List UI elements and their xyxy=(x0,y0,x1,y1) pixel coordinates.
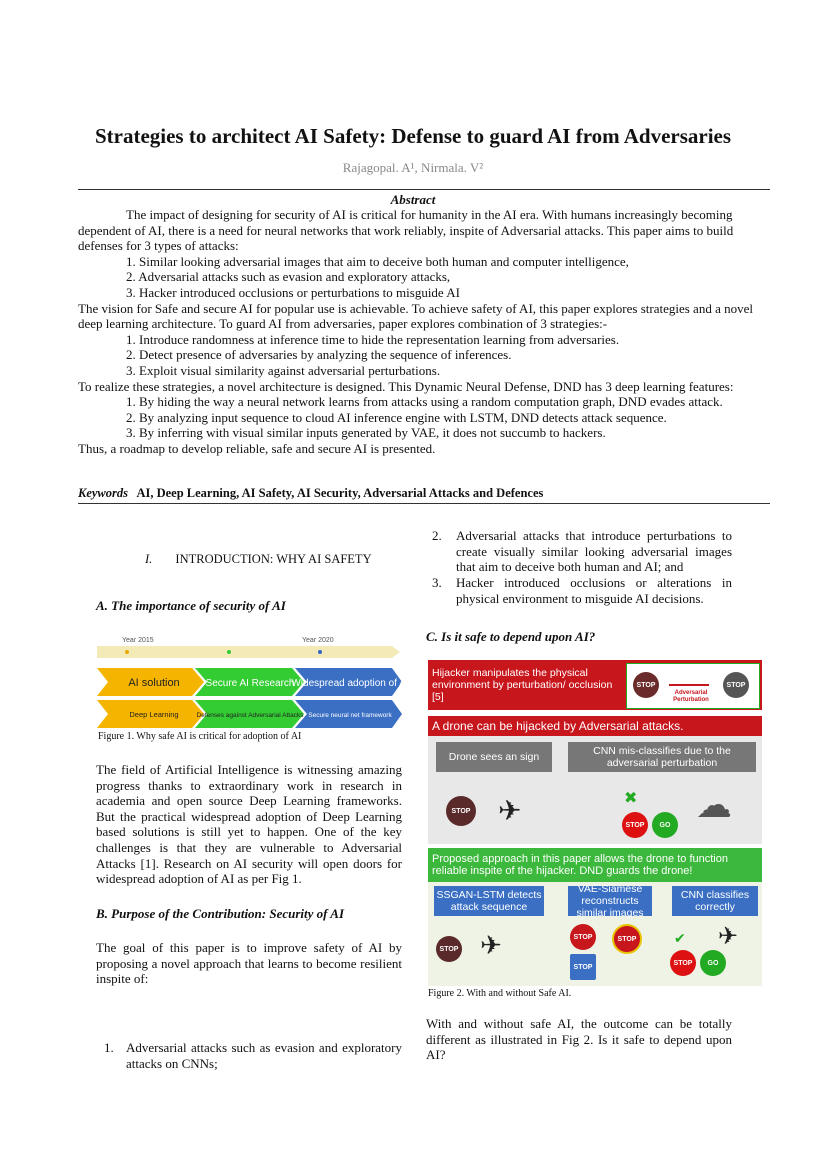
fig2-x-icon: ✖ xyxy=(624,790,638,807)
abstract-attack-2: 2. Adversarial attacks such as evasion and exploratory attacks, xyxy=(126,269,451,285)
figure-1 xyxy=(92,630,404,740)
list-item-3: Hacker introduced occlusions or alterations in physical environment to misguide AI decisions. xyxy=(456,575,732,606)
fig1-year-2020: Year 2020 xyxy=(302,637,334,644)
abstract-vision: The vision for Safe and secure AI for popular use is achievable. To achieve safety of AI, this paper explores strategies and a novel deep learning architecture. To guard AI from adversaries, paper explores combination of 3 strategies:- xyxy=(78,300,753,332)
fig2-go-icon: GO xyxy=(652,812,678,838)
list-number-3: 3. xyxy=(432,575,442,590)
abstract-strategy-2: 2. Detect presence of adversaries by analyzing the sequence of inferences. xyxy=(126,347,512,363)
abstract-body xyxy=(78,207,770,457)
fig1-year-2015: Year 2015 xyxy=(122,637,154,644)
abstract-feature-3: 3. By inferring with visual similar inputs generated by VAE, it does not succumb to hackers. xyxy=(126,425,606,441)
fig2-red-stop-icon: STOP xyxy=(622,812,648,838)
fig2-step-vae: VAE-Siamese reconstructs similar images xyxy=(568,886,652,916)
fig2-hijack-stop-icon: STOP xyxy=(446,796,476,826)
subsection-a: A. The importance of security of AI xyxy=(96,598,286,613)
fig2-check-icon: ✔ xyxy=(674,930,686,946)
fig2-final-go-icon: GO xyxy=(700,950,726,976)
abstract-attack-3: 3. Hacker introduced occlusions or perturbations to misguide AI xyxy=(126,284,460,300)
fig2-drone-hijack-banner: A drone can be hijacked by Adversarial attacks. xyxy=(428,716,762,736)
abstract-feature-2: 2. By analyzing input sequence to cloud AI inference engine with LSTM, DND detects attack sequence. xyxy=(126,409,667,425)
fig1-label-defenses: Defenses against Adversarial Attacks xyxy=(196,712,304,719)
abstract-realize: To realize these strategies, a novel architecture is designed. This Dynamic Neural Defense, DND has 3 deep learning features: xyxy=(78,378,734,394)
fig2-final-stop-icon: STOP xyxy=(670,950,696,976)
fig2-hijacker-text: Hijacker manipulates the physical environment by perturbation/ occlusion [5] xyxy=(432,667,613,703)
keywords xyxy=(78,486,543,501)
list-number-1: 1. xyxy=(104,1040,114,1055)
fig1-dot-2 xyxy=(227,650,231,654)
fig2-perturbation-panel xyxy=(626,663,760,709)
fig2-drone-icon: ✈ xyxy=(498,795,522,826)
abstract-intro: The impact of designing for security of AI is critical for humanity in the AI era. With humans increasingly becoming dependent of AI, there is a need for neural networks that work reliably, inspite of Adversarial attacks. This paper aims to build defenses for 3 types of attacks: xyxy=(78,207,734,254)
section-number: I. xyxy=(145,552,153,566)
keywords-text: AI, Deep Learning, AI Safety, AI Security, Adversarial Attacks and Defences xyxy=(136,486,544,500)
abstract-feature-1: 1. By hiding the way a neural network learns from attacks using a random computation graph, DND evades attack. xyxy=(126,394,723,410)
keywords-label: Keywords xyxy=(78,486,128,500)
fig2-reconstructed-stop-3: STOP xyxy=(570,954,596,980)
abstract-attack-1: 1. Similar looking adversarial images that aim to deceive both human and computer intelligence, xyxy=(126,253,629,269)
list-item-1: Adversarial attacks such as evasion and exploratory attacks on CNNs; xyxy=(126,1040,402,1071)
intro-paragraph: The field of Artificial Intelligence is witnessing amazing progress thanks to extraordinary work in research in academia and open source Deep Learning frameworks. But the practical widespread adoption of Deep Learning based solutions is still yet to happen. One of the key challenges is that they are vulnerable to Adversarial Attacks [1]. Research on AI security will open doors for widespread adoption of AI as per Fig 1. xyxy=(96,762,402,887)
figure-2 xyxy=(428,660,762,986)
fig2-arrow-icon xyxy=(669,684,709,686)
paper-title: Strategies to architect AI Safety: Defense to guard AI from Adversaries xyxy=(94,124,732,148)
fig2-step-cnn: CNN classifies correctly xyxy=(672,886,758,916)
fig1-dot-1 xyxy=(125,650,129,654)
fig2-safe-drone-icon: ✈ xyxy=(718,923,739,950)
fig1-dot-3 xyxy=(318,650,322,654)
fig2-stop-sign-icon: STOP xyxy=(633,672,659,698)
figure-2-caption: Figure 2. With and without Safe AI. xyxy=(428,988,572,999)
fig2-reconstructed-stop-2: STOP xyxy=(612,924,642,954)
fig2-reconstructed-stop-1: STOP xyxy=(570,924,596,950)
fig1-label-deep-learning: Deep Learning xyxy=(129,710,179,719)
safe-ai-paragraph: With and without safe AI, the outcome can be totally different as illustrated in Fig 2. Is it safe to depend upon AI? xyxy=(426,1016,732,1063)
fig1-label-secure-framework: Secure neural net framework xyxy=(308,712,392,719)
abstract-top-rule xyxy=(78,189,770,190)
authors: Rajagopal. A¹, Nirmala. V² xyxy=(342,160,484,175)
fig2-crashed-drone-icon: ☁ xyxy=(696,784,732,825)
list-number-2: 2. xyxy=(432,528,442,543)
fig2-proposed-banner: Proposed approach in this paper allows the drone to function reliable inspite of the hijacker. DND guards the drone! xyxy=(428,848,762,882)
subsection-c: C. Is it safe to depend upon AI? xyxy=(426,629,596,644)
fig1-label-secure-ai: Secure AI Research xyxy=(205,678,295,689)
purpose-paragraph: The goal of this paper is to improve safety of AI by proposing a novel approach that learns to become resilient inspite of: xyxy=(96,940,402,987)
fig2-step-misclassifies: CNN mis-classifies due to the adversarial perturbation xyxy=(568,742,756,772)
fig2-input-stop-icon: STOP xyxy=(436,936,462,962)
fig2-step-ssgan: SSGAN-LSTM detects attack sequence xyxy=(434,886,544,916)
abstract-strategy-1: 1. Introduce randomness at inference time to hide the representation learning from adversaries. xyxy=(126,331,620,347)
fig1-label-ai-solution: AI solution xyxy=(128,677,180,689)
fig2-hijack-scene xyxy=(428,736,762,844)
section-heading xyxy=(145,552,372,567)
fig2-perturbation-label: Adversarial Perturbation xyxy=(673,690,709,703)
abstract-heading: Abstract xyxy=(390,192,436,207)
keywords-rule xyxy=(78,503,770,504)
figure-1-caption: Figure 1. Why safe AI is critical for adoption of AI xyxy=(98,731,302,742)
fig2-step-sees-sign: Drone sees an sign xyxy=(436,742,552,772)
fig2-perturbed-stop-icon: STOP xyxy=(723,672,749,698)
abstract-conclusion: Thus, a roadmap to develop reliable, safe and secure AI is presented. xyxy=(78,440,436,456)
list-item-2: Adversarial attacks that introduce perturbations to create visually similar looking adversarial images that aim to deceive both human and AI; and xyxy=(456,528,732,575)
subsection-b: B. Purpose of the Contribution: Security of AI xyxy=(96,906,344,921)
fig2-proposed-scene xyxy=(428,882,762,986)
abstract-strategy-3: 3. Exploit visual similarity against adversarial perturbations. xyxy=(126,362,441,378)
fig2-guarded-drone-icon: ✈ xyxy=(480,930,502,960)
fig1-timeline xyxy=(97,646,400,658)
section-title: INTRODUCTION: WHY AI SAFETY xyxy=(175,552,372,566)
fig1-label-widespread: Widespread adoption of AI xyxy=(291,678,404,689)
